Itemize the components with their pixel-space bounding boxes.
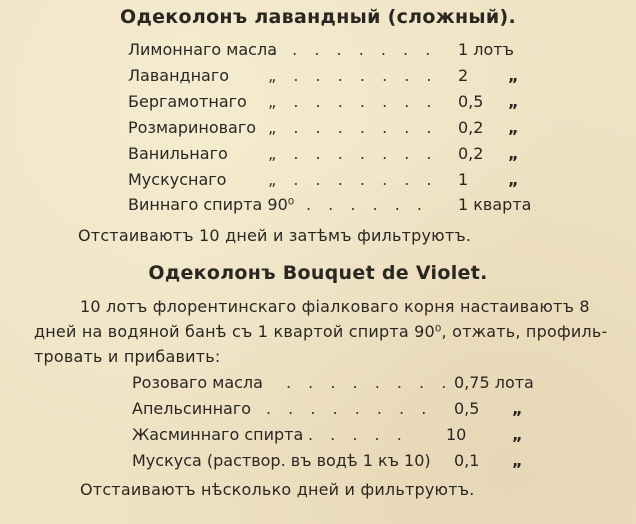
recipe-2-title: Одеколонъ Bouquet de Violet.: [148, 262, 488, 284]
ditto-mark: „: [508, 170, 519, 189]
ingredient-amount: 0,1: [454, 451, 480, 470]
ingredient-amount: 1 лотъ: [458, 40, 514, 59]
ingredient-name: Виннаго спирта 90⁰: [128, 195, 295, 214]
ingredient-amount: 0,2: [458, 144, 484, 163]
ingredient-name: Ванильнаго: [128, 144, 228, 163]
ingredient-amount: 0,5: [458, 92, 484, 111]
leader-dots: . . . . . .: [306, 195, 428, 214]
ingredient-amount: 1: [458, 170, 469, 189]
recipe-1-instruction: Отстаиваютъ 10 дней и затѣмъ фильтруютъ.: [78, 226, 472, 245]
ingredient-name: Мускуса (раствор. въ водѣ 1 къ 10): [132, 451, 431, 470]
recipe-2-instruction: Отстаиваютъ нѣсколько дней и фильтруютъ.: [80, 480, 475, 499]
leader-dots: . . . . .: [308, 425, 408, 444]
leader-dots: . . . . . . . .: [270, 40, 437, 59]
ingredient-name: Лаванднаго: [128, 66, 230, 85]
ingredient-name: Лимоннаго масла: [128, 40, 277, 59]
leader-dots: „ . . . . . . .: [268, 170, 438, 189]
recipe-2-intro-line: тровать и прибавить:: [34, 347, 221, 366]
ingredient-name: Розоваго масла: [132, 373, 263, 392]
leader-dots: . . . . . . . .: [286, 373, 453, 392]
ditto-mark: „: [508, 144, 519, 163]
ditto-mark: „: [512, 451, 523, 470]
ingredient-name: Апельсиннаго: [132, 399, 252, 418]
recipe-2-intro-line: 10 лотъ флорентинскаго фіалковаго корня настаиваютъ 8: [80, 297, 590, 316]
ingredient-amount: 0,75 лота: [454, 373, 534, 392]
ingredient-amount: 2: [458, 66, 469, 85]
recipe-2-intro-line: дней на водяной банѣ съ 1 квартой спирта 90⁰, отжать, профиль-: [34, 322, 608, 341]
ingredient-name: Розмариноваго: [128, 118, 257, 137]
ingredient-amount: 1 кварта: [458, 195, 532, 214]
ingredient-amount: 0,5: [454, 399, 480, 418]
ingredient-amount: 10: [446, 425, 467, 444]
ditto-mark: „: [508, 118, 519, 137]
ingredient-name: Мускуснаго: [128, 170, 227, 189]
ditto-mark: „: [508, 66, 519, 85]
leader-dots: „ . . . . . . .: [268, 66, 438, 85]
ditto-mark: „: [512, 399, 523, 418]
recipe-1-title: Одеколонъ лавандный (сложный).: [120, 6, 516, 28]
ditto-mark: „: [508, 92, 519, 111]
ingredient-amount: 0,2: [458, 118, 484, 137]
ditto-mark: „: [512, 425, 523, 444]
ingredient-name: Жасминнаго спирта: [132, 425, 304, 444]
leader-dots: „ . . . . . . .: [268, 118, 438, 137]
leader-dots: „ . . . . . . .: [268, 92, 438, 111]
leader-dots: „ . . . . . . .: [268, 144, 438, 163]
leader-dots: . . . . . . . .: [266, 399, 433, 418]
ingredient-name: Бергамотнаго: [128, 92, 247, 111]
